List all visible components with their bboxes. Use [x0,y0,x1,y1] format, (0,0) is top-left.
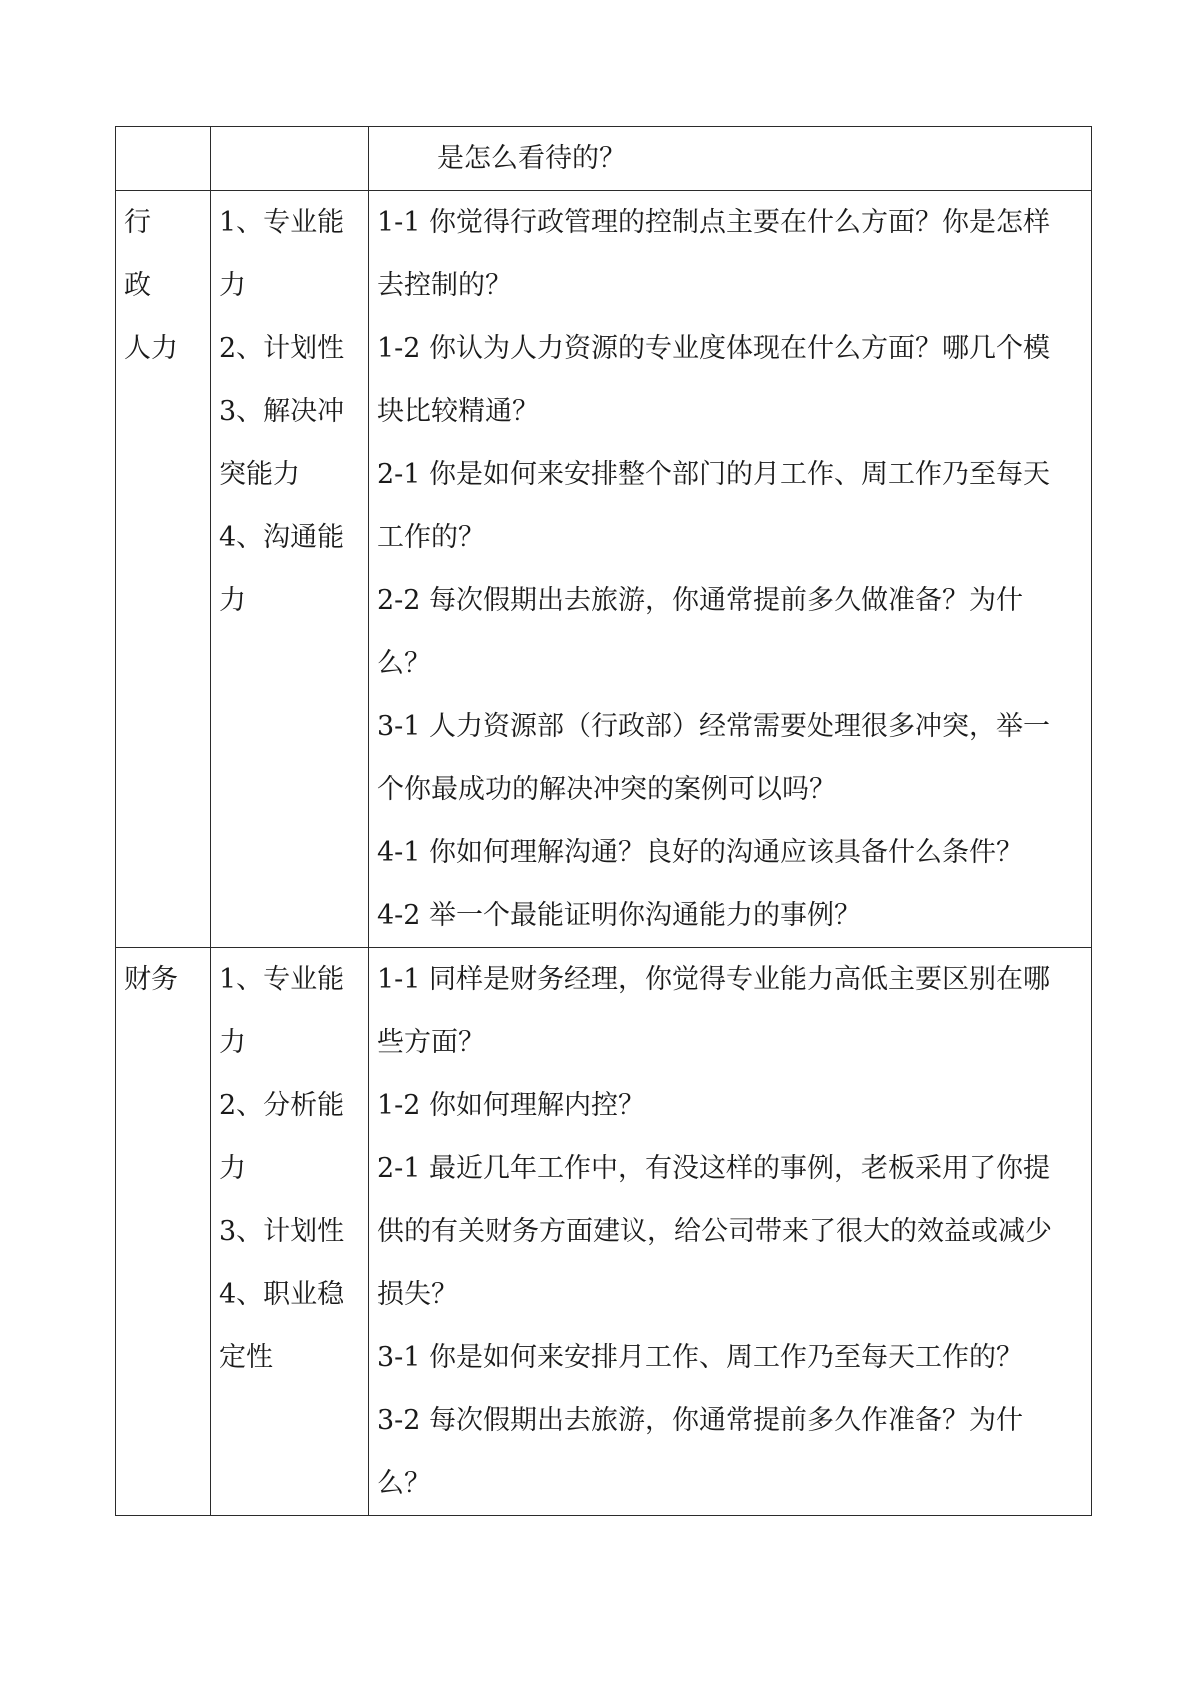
question-line: 供的有关财务方面建议，给公司带来了很大的效益或减少 [377,1216,1052,1247]
department-cell [116,191,211,948]
department-line: 财务 [124,964,178,995]
competency-cell [211,191,369,948]
table-row-finance [116,948,1092,1516]
question-line: 1-1 同样是财务经理，你觉得专业能力高低主要区别在哪 [377,964,1051,995]
question-line: 损失？ [377,1279,458,1310]
question-line: 1-2 你认为人力资源的专业度体现在什么方面？哪几个模 [377,333,1051,364]
table-row-admin-hr [116,191,1092,948]
question-cell [369,191,1092,948]
question-line: 3-1 人力资源部（行政部）经常需要处理很多冲突，举一 [377,711,1051,742]
question-line: 么？ [377,648,431,679]
question-line: 3-2 每次假期出去旅游，你通常提前多久作准备？为什 [377,1405,1024,1436]
competency-line: 2、计划性 [219,333,345,364]
question-line: 4-1 你如何理解沟通？良好的沟通应该具备什么条件？ [377,837,1024,868]
competency-line: 3、计划性 [219,1216,345,1247]
question-text: 是怎么看待的？ [437,143,626,174]
competency-cell [211,948,369,1516]
question-cell [369,948,1092,1516]
continuation-row [116,127,1092,191]
competency-line: 3、解决冲 [219,396,345,427]
interview-question-table [115,126,1092,1516]
department-cell [116,948,211,1516]
question-line: 2-1 你是如何来安排整个部门的月工作、周工作乃至每天 [377,459,1051,490]
question-line: 工作的？ [377,522,485,553]
competency-line: 力 [219,1027,246,1058]
competency-line: 力 [219,270,246,301]
competency-line: 力 [219,585,246,616]
question-line: 3-1 你是如何来安排月工作、周工作乃至每天工作的？ [377,1342,1024,1373]
competency-line: 定性 [219,1342,273,1373]
question-line: 些方面？ [377,1027,485,1058]
question-cell [369,127,1092,191]
question-line: 个你最成功的解决冲突的案例可以吗？ [377,774,836,805]
question-line: 1-2 你如何理解内控？ [377,1090,646,1121]
question-line: 2-1 最近几年工作中，有没这样的事例，老板采用了你提 [377,1153,1051,1184]
competency-line: 4、职业稳 [219,1279,345,1310]
department-line: 行政 [124,207,171,301]
question-line: 2-2 每次假期出去旅游，你通常提前多久做准备？为什 [377,585,1024,616]
department-cell [116,127,211,191]
competency-line: 4、沟通能 [219,522,345,553]
question-line: 么？ [377,1468,431,1499]
question-line: 1-1 你觉得行政管理的控制点主要在什么方面？你是怎样 [377,207,1051,238]
competency-line: 1、专业能 [219,207,345,238]
competency-line: 2、分析能 [219,1090,345,1121]
question-line: 4-2 举一个最能证明你沟通能力的事例？ [377,900,862,931]
competency-line: 力 [219,1153,246,1184]
competency-cell [211,127,369,191]
department-line: 人力 [124,333,178,364]
question-line: 块比较精通？ [377,396,539,427]
competency-line: 突能力 [219,459,300,490]
competency-line: 1、专业能 [219,964,345,995]
question-line: 去控制的？ [377,270,512,301]
